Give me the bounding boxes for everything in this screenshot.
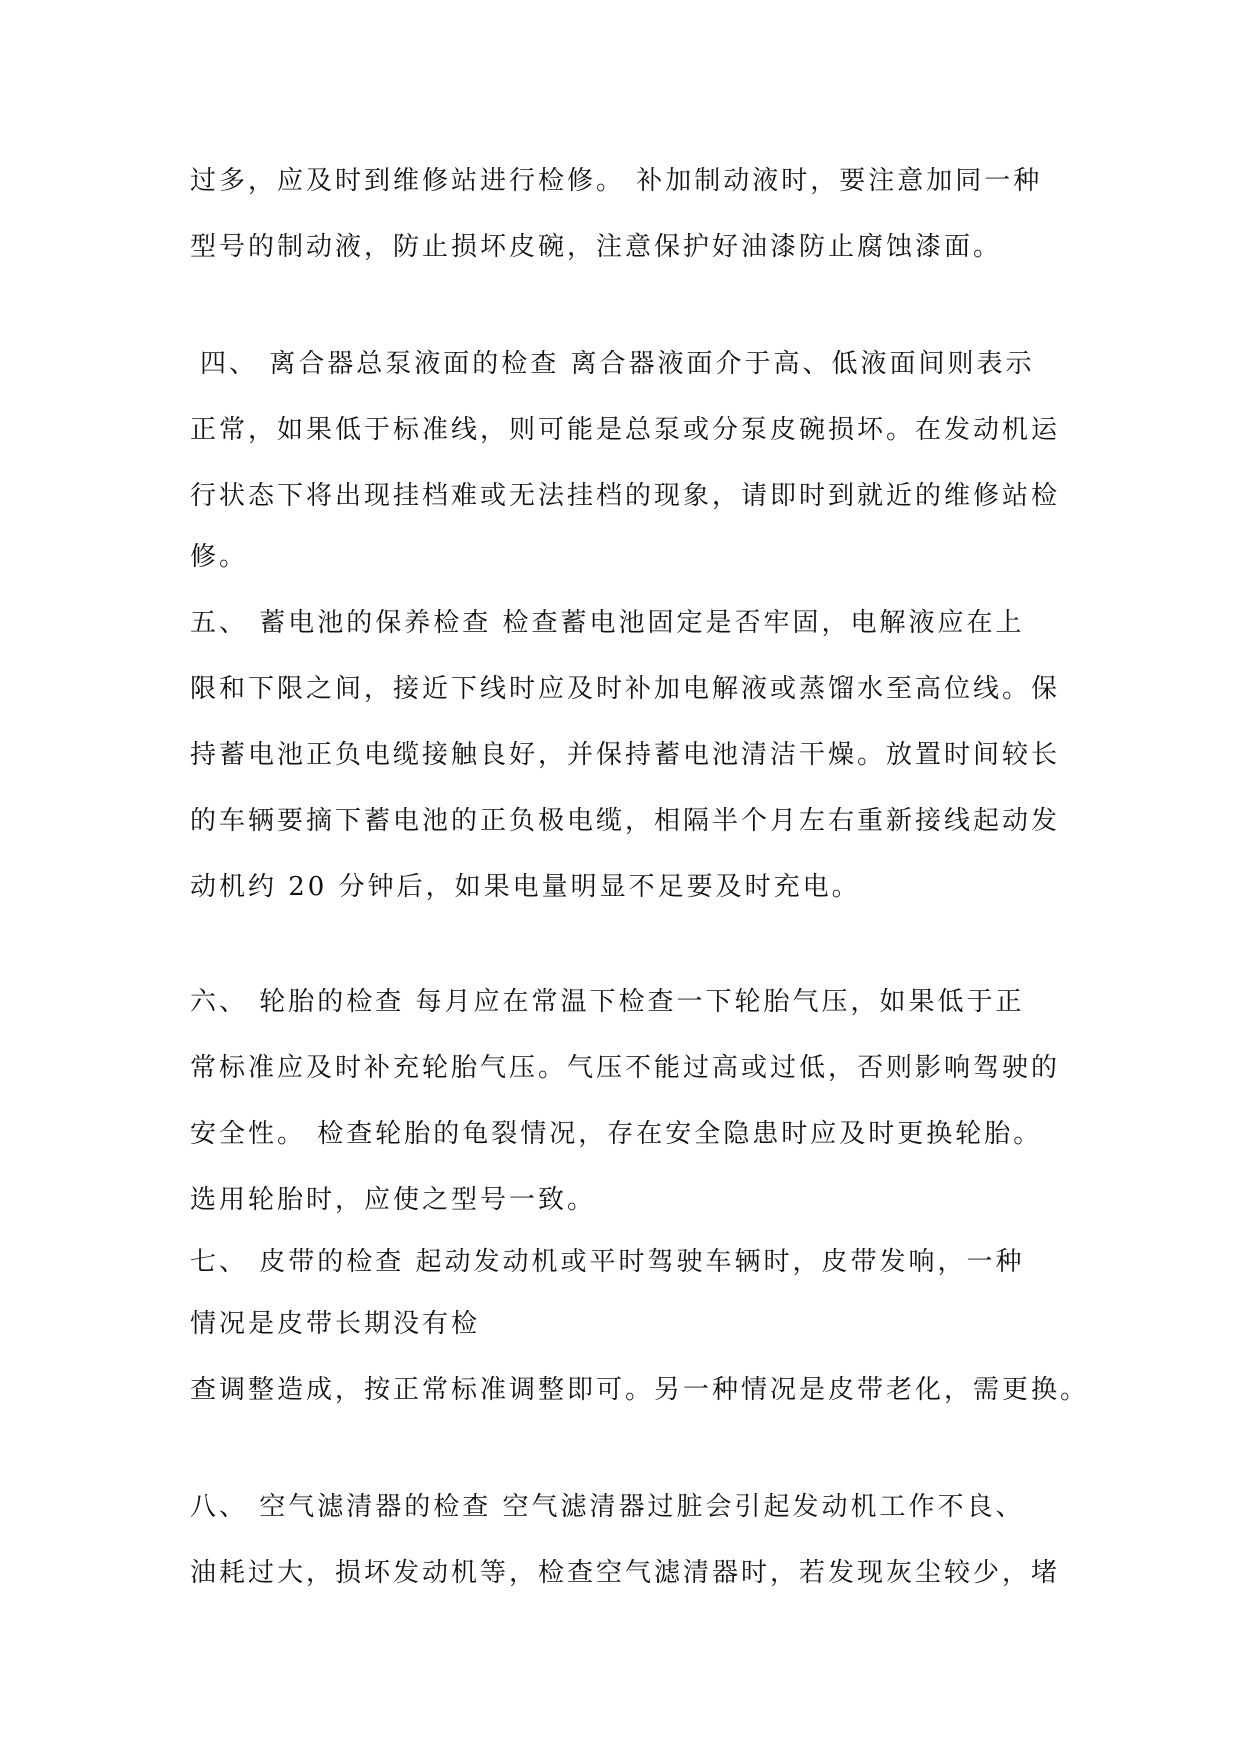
text-line: 型号的制动液，防止损坏皮碗，注意保护好油漆防止腐蚀漆面。: [190, 232, 1003, 262]
text-line: 选用轮胎时，应使之型号一致。: [190, 1185, 597, 1215]
section-heading-line: 七、 皮带的检查 起动发动机或平时驾驶车辆时，皮带发响，一种: [190, 1247, 1025, 1277]
text-line: 查调整造成，按正常标准调整即可。另一种情况是皮带老化，需更换。: [190, 1375, 1090, 1405]
text-line: 动机约 20 分钟后，如果电量明显不足要及时充电。: [190, 872, 861, 902]
section-heading-line: 五、 蓄电池的保养检查 检查蓄电池固定是否牢固，电解液应在上: [190, 608, 1025, 638]
section-heading-line: 八、 空气滤清器的检查 空气滤清器过脏会引起发动机工作不良、: [190, 1492, 1025, 1522]
text-line: 过多，应及时到维修站进行检修。 补加制动液时，要注意加同一种: [190, 166, 1043, 196]
text-line: 安全性。 检查轮胎的龟裂情况，存在安全隐患时应及时更换轮胎。: [190, 1119, 1043, 1149]
text-line: 的车辆要摘下蓄电池的正负极电缆，相隔半个月左右重新接线起动发: [190, 806, 1061, 836]
text-line: 修。: [190, 542, 249, 572]
text-line: 正常，如果低于标准线，则可能是总泵或分泵皮碗损坏。在发动机运: [190, 415, 1061, 445]
section-heading-line: 四、 离合器总泵液面的检查 离合器液面介于高、低液面间则表示: [200, 349, 1035, 379]
text-line: 情况是皮带长期没有检: [190, 1309, 481, 1339]
text-line: 持蓄电池正负电缆接触良好，并保持蓄电池清洁干燥。放置时间较长: [190, 740, 1061, 770]
text-line: 行状态下将出现挂档难或无法挂档的现象，请即时到就近的维修站检: [190, 481, 1061, 511]
text-line: 限和下限之间，接近下线时应及时补加电解液或蒸馏水至高位线。保: [190, 674, 1061, 704]
text-line: 常标准应及时补充轮胎气压。气压不能过高或过低，否则影响驾驶的: [190, 1053, 1061, 1083]
text-line: 油耗过大，损坏发动机等，检查空气滤清器时，若发现灰尘较少，堵: [190, 1558, 1061, 1588]
section-heading-line: 六、 轮胎的检查 每月应在常温下检查一下轮胎气压，如果低于正: [190, 987, 1025, 1017]
